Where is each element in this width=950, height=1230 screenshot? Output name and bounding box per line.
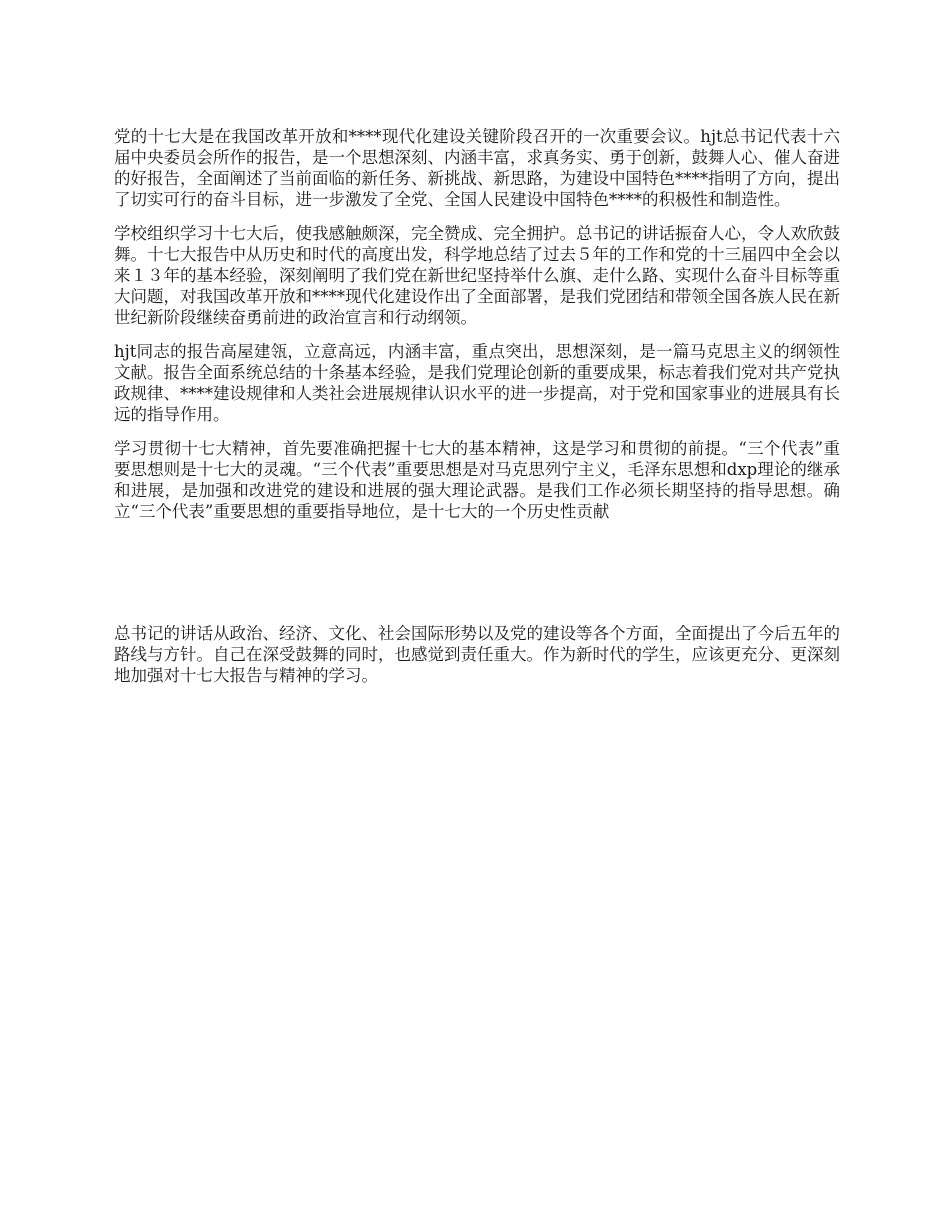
paragraph-2: 学校组织学习十七大后，使我感触颇深，完全赞成、完全拥护。总书记的讲话振奋人心，令人欢欣鼓舞。十七大报告中从历史和时代的高度出发，科学地总结了过去５年的工作和党的十三届四中全会以来１３年的基本经验，深刻阐明了我们党在新世纪坚持举什么旗、走什么路、实现什么奋斗目标等重大问题，对我国改革开放和****现代化建设作出了全面部署，是我们党团结和带领全国各族人民在新世纪新阶段继续奋勇前进的政治宣言和行动纲领。: [114, 224, 840, 327]
paragraph-5: 总书记的讲话从政治、经济、文化、社会国际形势以及党的建设等各个方面，全面提出了今后五年的路线与方针。自己在深受鼓舞的同时，也感觉到责任重大。作为新时代的学生，应该更充分、更深刻地加强对十七大报告与精神的学习。: [114, 624, 840, 685]
document-body: [114, 126, 840, 699]
paragraph-3: hjt同志的报告高屋建瓴，立意高远，内涵丰富，重点突出，思想深刻，是一篇马克思主义的纲领性文献。报告全面系统总结的十条基本经验，是我们党理论创新的重要成果，标志着我们党对共产党执政规律、****建设规律和人类社会进展规律认识水平的进一步提高，对于党和国家事业的进展具有长远的指导作用。: [114, 342, 840, 424]
blank-space: [114, 535, 840, 623]
paragraph-1: 党的十七大是在我国改革开放和****现代化建设关键阶段召开的一次重要会议。hjt总书记代表十六届中央委员会所作的报告，是一个思想深刻、内涵丰富，求真务实、勇于创新，鼓舞人心、催人奋进的好报告，全面阐述了当前面临的新任务、新挑战、新思路，为建设中国特色****指明了方向，提出了切实可行的奋斗目标，进一步激发了全党、全国人民建设中国特色****的积极性和制造性。: [114, 127, 840, 209]
paragraph-4: 学习贯彻十七大精神，首先要准确把握十七大的基本精神，这是学习和贯彻的前提。“三个代表”重要思想则是十七大的灵魂。“三个代表”重要思想是对马克思列宁主义，毛泽东思想和dxp理论的继承和进展，是加强和改进党的建设和进展的强大理论武器。是我们工作必须长期坚持的指导思想。确立“三个代表”重要思想的重要指导地位，是十七大的一个历史性贡献: [114, 439, 840, 521]
